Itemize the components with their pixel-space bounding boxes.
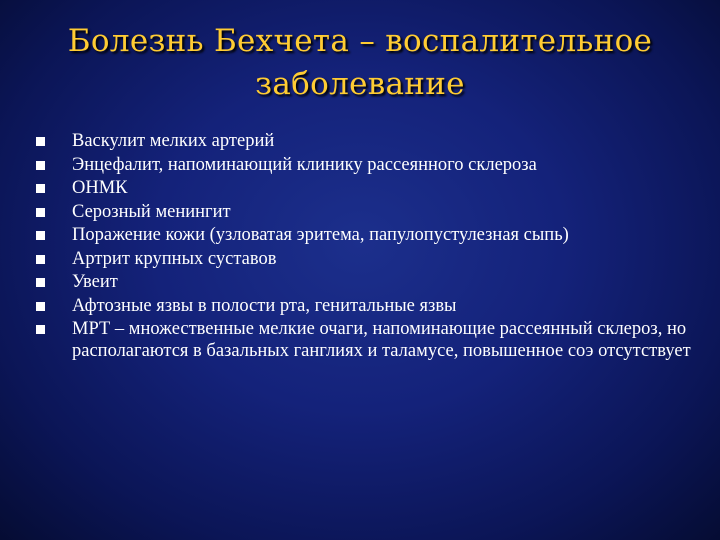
- square-bullet-icon: [36, 231, 45, 240]
- list-item: [36, 201, 696, 223]
- square-bullet-icon: [36, 184, 45, 193]
- list-item: [36, 248, 696, 270]
- slide-title: Болезнь Бехчета – воспалительное заболевание: [67, 23, 653, 102]
- list-item-text: Поражение кожи (узловатая эритема, папулопустулезная сыпь): [72, 225, 569, 245]
- square-bullet-icon: [36, 137, 45, 146]
- list-item-text: Артрит крупных суставов: [72, 248, 277, 269]
- square-bullet-icon: [36, 161, 45, 170]
- list-item: [36, 154, 696, 176]
- square-bullet-icon: [36, 302, 45, 311]
- list-item-text: МРТ – множественные мелкие очаги, напоминающие рассеянный склероз, но располагаются в базальных ганглиях и таламусе, повышенное соэ отсутствует: [72, 319, 691, 361]
- list-item: [36, 130, 696, 152]
- list-item-text: Васкулит мелких артерий: [72, 131, 275, 151]
- square-bullet-icon: [36, 208, 45, 217]
- square-bullet-icon: [36, 255, 45, 264]
- list-item: [36, 224, 696, 246]
- list-item-text: ОНМК: [72, 178, 128, 198]
- list-item: [36, 295, 696, 317]
- square-bullet-icon: [36, 278, 45, 287]
- list-item: [36, 177, 696, 199]
- list-item: [36, 271, 696, 293]
- list-item-text: Увеит: [72, 272, 118, 292]
- bullet-list: [36, 130, 696, 364]
- list-item-text: Энцефалит, напоминающий клинику рассеянного склероза: [72, 154, 537, 175]
- list-item-text: Афтозные язвы в полости рта, генитальные язвы: [72, 295, 457, 316]
- square-bullet-icon: [36, 325, 45, 334]
- list-item: [36, 318, 696, 362]
- list-item-text: Серозный менингит: [72, 201, 231, 222]
